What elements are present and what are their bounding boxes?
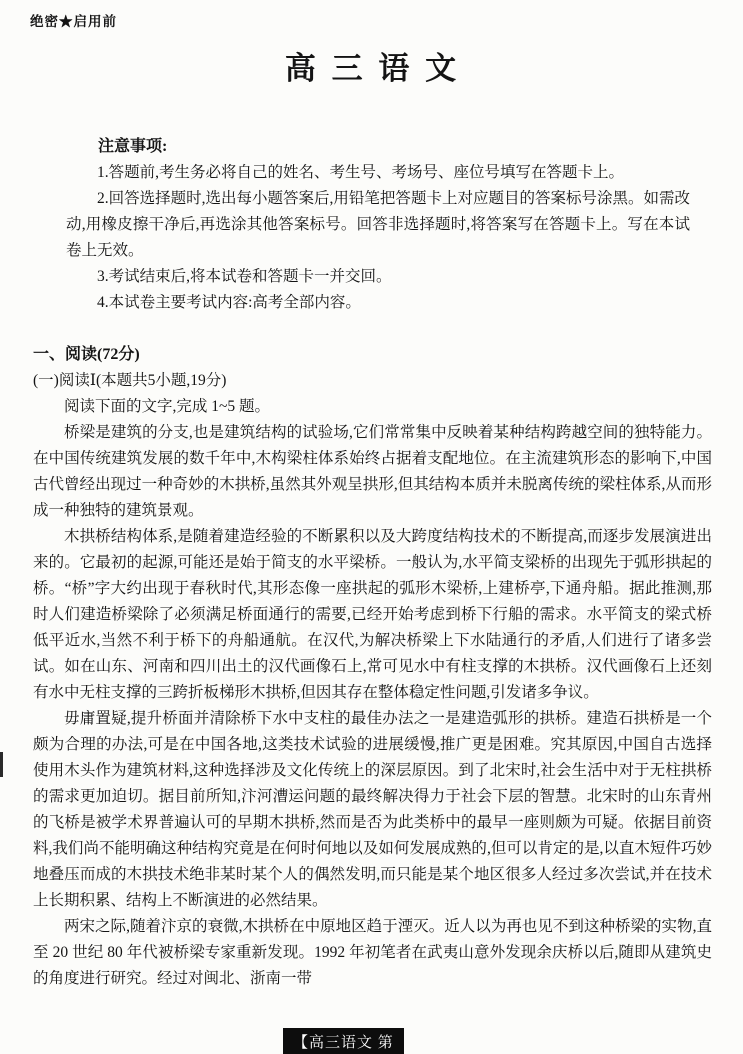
passage-paragraph: 桥梁是建筑的分支,也是建筑结构的试验场,它们常常集中反映着某种结构跨越空间的独特能力。在中国传统建筑发展的数千年中,木构梁柱体系始终占据着支配地位。在主流建筑形态的影响下,中国古代曾经出现过一种奇妙的木拱桥,虽然其外观呈拱形,但其结构本质并未脱离传统的梁柱体系,从而形成一种独特的建筑景观。: [33, 424, 712, 519]
reading-section: [33, 342, 712, 992]
subsection-heading: (一)阅读Ⅰ(本题共5小题,19分): [33, 372, 227, 389]
page-footer-badge: 【高三语文 第: [283, 1028, 404, 1054]
page-title: 高 三 语 文: [284, 51, 461, 86]
notice-item: 2.回答选择题时,选出每小题答案后,用铅笔把答题卡上对应题目的答案标号涂黑。如需改动,用橡皮擦干净后,再选涂其他答案标号。回答非选择题时,将答案写在答题卡上。写在本试卷上无效。: [66, 190, 690, 259]
passage-paragraph: 木拱桥结构体系,是随着建造经验的不断累积以及大跨度结构技术的不断提高,而逐步发展演进出来的。它最初的起源,可能还是始于简支的水平梁桥。一般认为,水平简支梁桥的出现先于弧形拱起的桥。“桥”字大约出现于春秋时代,其形态像一座拱起的弧形木梁桥,上建桥亭,下通舟船。据此推测,那时人们建造桥梁除了必须满足桥面通行的需要,已经开始考虑到桥下行船的需求。水平简支的梁式桥低平近水,当然不利于桥下的舟船通航。在汉代,为解决桥梁上下水陆通行的矛盾,人们进行了诸多尝试。如在山东、河南和四川出土的汉代画像石上,常可见水中有柱支撑的木拱桥。汉代画像石上还刻有水中无柱支撑的三跨折板梯形木拱桥,但因其存在整体稳定性问题,引发诸多争议。: [33, 528, 712, 701]
left-margin-artifact: [0, 752, 3, 777]
notice-item: 1.答题前,考生务必将自己的姓名、考生号、考场号、座位号填写在答题卡上。: [97, 164, 625, 181]
notice-item: 4.本试卷主要考试内容:高考全部内容。: [97, 294, 361, 311]
notice-heading: 注意事项:: [98, 138, 168, 155]
section-heading: 一、阅读(72分): [33, 346, 140, 363]
classification-label: 绝密★启用前: [30, 14, 117, 29]
reading-instruction: 阅读下面的文字,完成 1~5 题。: [64, 398, 271, 415]
notice-section: [66, 134, 690, 316]
passage-paragraph: 毋庸置疑,提升桥面并清除桥下水中支柱的最佳办法之一是建造弧形的拱桥。建造石拱桥是一个颇为合理的办法,可是在中国各地,这类技术试验的进展缓慢,推广更是困难。究其原因,中国自古选择使用木头作为建筑材料,这种选择涉及文化传统上的深层原因。到了北宋时,社会生活中对于无柱拱桥的需求更加迫切。据目前所知,汴河漕运问题的最终解决得力于社会下层的智慧。北宋时的山东青州的飞桥是被学术界普遍认可的早期木拱桥,然而是否为此类桥中的最早一座则颇为可疑。依据目前资料,我们尚不能明确这种结构究竟是在何时何地以及如何发展成熟的,但可以肯定的是,以直木短件巧妙地叠压而成的木拱技术绝非某时某个人的偶然发明,而只能是某个地区很多人经过多次尝试,并在技术上长期积累、结构上不断演进的必然结果。: [33, 710, 712, 909]
reading-passage: [33, 420, 712, 992]
passage-paragraph: 两宋之际,随着汴京的衰微,木拱桥在中原地区趋于湮灭。近人以为再也见不到这种桥梁的实物,直至 20 世纪 80 年代被桥梁专家重新发现。1992 年初笔者在武夷山意外发现余庆桥以后,随即从建筑史的角度进行研究。经过对闽北、浙南一带: [33, 918, 712, 987]
notice-item: 3.考试结束后,将本试卷和答题卡一并交回。: [97, 268, 392, 285]
